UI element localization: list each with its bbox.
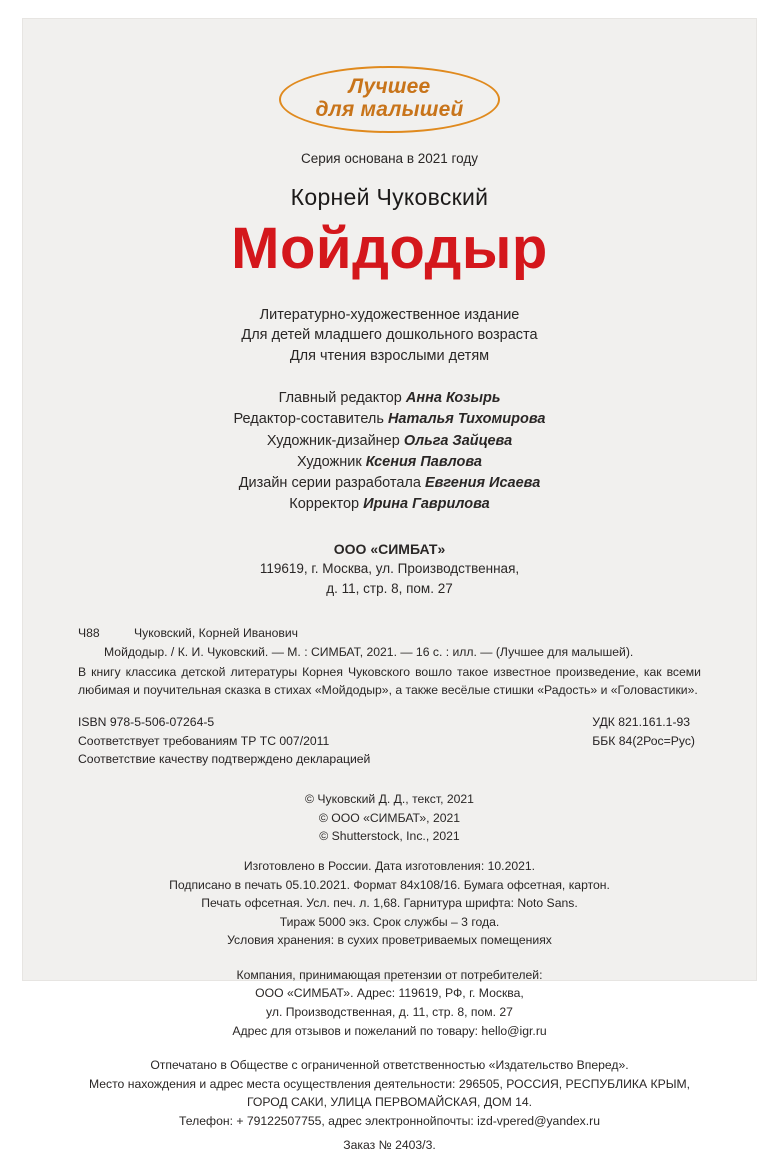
credit-role: Корректор <box>289 496 360 513</box>
series-badge-line2: для малышей <box>315 97 464 121</box>
credit-row <box>78 473 701 494</box>
cip-header-row <box>78 625 701 643</box>
production-line: Подписано в печать 05.10.2021. Формат 84х108/16. Бумага офсетная, картон. <box>169 877 610 892</box>
copyright-line: © Чуковский Д. Д., текст, 2021 <box>305 792 474 807</box>
edition-line-3: Для чтения взрослыми детям <box>289 347 490 364</box>
credits-list <box>78 388 701 515</box>
cataloguing-block <box>78 625 701 700</box>
credit-row <box>78 452 701 473</box>
publisher-address-line-2: д. 11, стр. 8, пом. 27 <box>326 581 453 597</box>
book-title: Мойдодыр <box>231 216 548 282</box>
claims-line: ул. Производственная, д. 11, стр. 8, пом. 27 <box>266 1004 513 1019</box>
declaration-compliance: Соответствие качеству подтверждено декларацией <box>78 751 371 766</box>
credit-name: Ирина Гаврилова <box>363 496 490 513</box>
production-line: Условия хранения: в сухих проветриваемых помещениях <box>227 933 552 948</box>
copyright-line: © ООО «СИМБАТ», 2021 <box>318 810 461 825</box>
series-badge <box>279 66 499 133</box>
udk-bbk-group <box>592 713 701 768</box>
cip-classification-code: Ч88 <box>78 625 100 640</box>
claims-line: ООО «СИМБАТ». Адрес: 119619, РФ, г. Москва, <box>255 986 524 1001</box>
cip-description: Мойдодыр. / К. И. Чуковский. — М. : СИМБАТ, 2021. — 16 с. : илл. — (Лучшее для малышей). <box>104 645 634 660</box>
claims-contact-email-line: Адрес для отзывов и пожеланий по товару: hello@igr.ru <box>232 1023 547 1038</box>
edition-line-1: Литературно-художественное издание <box>259 306 520 323</box>
printer-line: Место нахождения и адрес места осуществления деятельности: 296505, РОССИЯ, РЕСПУБЛИКА КРЫМ, <box>88 1076 691 1091</box>
tr-ts-compliance: Соответствует требованиям ТР ТС 007/2011 <box>78 733 330 748</box>
credit-name: Ольга Зайцева <box>403 432 513 449</box>
credit-name: Анна Козырь <box>405 390 501 407</box>
book-imprint-page <box>22 18 757 1152</box>
isbn-group <box>78 713 370 768</box>
author-name: Корней Чуковский <box>290 184 489 211</box>
edition-line-2: Для детей младшего дошкольного возраста <box>241 327 538 344</box>
series-badge-line1: Лучшее <box>348 75 431 98</box>
credit-name: Наталья Тихомирова <box>387 411 546 428</box>
printer-line: ГОРОД САКИ, УЛИЦА ПЕРВОМАЙСКАЯ, ДОМ 14. <box>246 1095 533 1110</box>
production-block <box>78 857 701 950</box>
credit-row <box>78 388 701 409</box>
production-line: Тираж 5000 экз. Срок службы – 3 года. <box>279 914 500 929</box>
credit-row <box>78 494 701 515</box>
printer-line: Отпечатано в Обществе с ограниченной ответственностью «Издательство Вперед». <box>150 1058 629 1073</box>
credit-role: Художник-дизайнер <box>266 432 400 449</box>
copyright-block <box>78 790 701 845</box>
publisher-info <box>78 539 701 598</box>
isbn-value: ISBN 978-5-506-07264-5 <box>78 715 215 730</box>
credit-role: Художник <box>297 453 362 470</box>
cip-author-name: Чуковский, Корней Иванович <box>134 625 298 640</box>
copyright-line: © Shutterstock, Inc., 2021 <box>319 828 460 843</box>
claims-block <box>78 966 701 1040</box>
claims-line: Компания, принимающая претензии от потребителей: <box>236 967 543 982</box>
credit-row <box>78 409 701 430</box>
cip-annotation: В книгу классика детской литературы Корнея Чуковского вошло такое известное произведение, как всеми любимая и поучительная сказка в стихах «Мойдодыр», а также весёлые стишки «Радость» и «Головастики». <box>78 664 701 697</box>
credit-role: Дизайн серии разработала <box>238 474 421 491</box>
series-badge-wrap <box>78 66 701 133</box>
credit-name: Ксения Павлова <box>365 453 482 470</box>
printer-contact-line: Телефон: + 79122507755, адрес электроннойпочты: izd-vpered@yandex.ru <box>179 1113 600 1128</box>
production-line: Печать офсетная. Усл. печ. л. 1,68. Гарнитура шрифта: Noto Sans. <box>201 896 578 911</box>
production-line: Изготовлено в России. Дата изготовления: 10.2021. <box>243 859 536 874</box>
udk-value: УДК 821.161.1-93 <box>592 715 691 730</box>
isbn-udk-row <box>78 713 701 768</box>
order-number: Заказ № 2403/3. <box>343 1138 436 1152</box>
printer-block <box>78 1056 701 1130</box>
publisher-name: ООО «СИМБАТ» <box>333 541 446 558</box>
edition-info <box>78 305 701 367</box>
series-founded-text: Серия основана в 2021 году <box>300 151 478 167</box>
publisher-address-line-1: 119619, г. Москва, ул. Производственная, <box>259 561 520 577</box>
credit-role: Главный редактор <box>278 390 402 407</box>
bbk-value: ББК 84(2Рос=Рус) <box>592 733 695 748</box>
credit-name: Евгения Исаева <box>424 474 541 491</box>
credit-role: Редактор-составитель <box>233 411 384 428</box>
credit-row <box>78 431 701 452</box>
